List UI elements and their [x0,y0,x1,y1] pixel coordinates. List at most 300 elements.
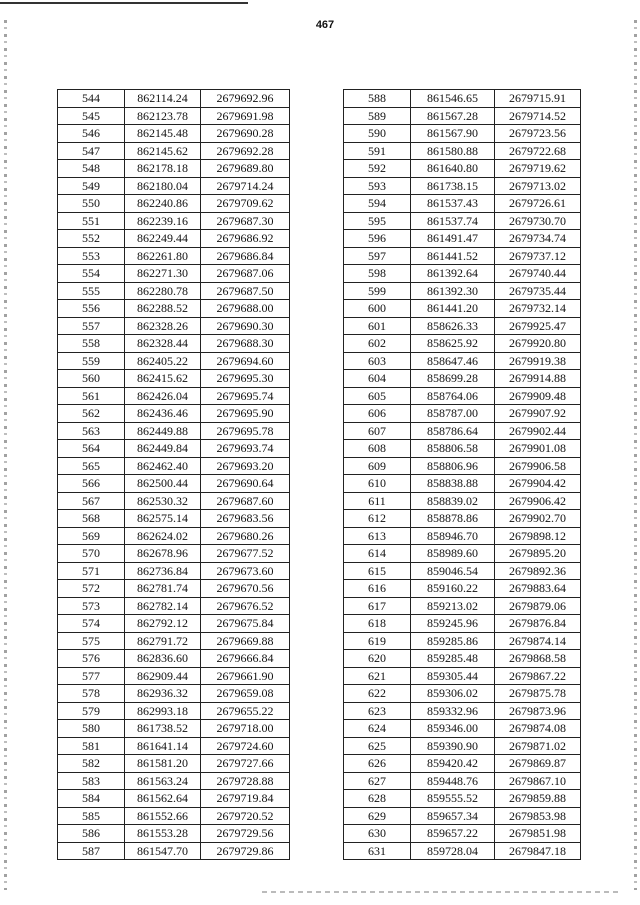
x-coordinate-cell: 861552.66 [125,807,201,825]
table-row [344,685,581,703]
table-row [58,265,290,283]
y-coordinate-cell: 2679720.52 [201,807,290,825]
point-number-cell: 591 [344,142,411,160]
table-row [344,352,581,370]
table-row [58,545,290,563]
y-coordinate-cell: 2679695.30 [201,370,290,388]
x-coordinate-cell: 862993.18 [125,702,201,720]
table-row [58,632,290,650]
x-coordinate-cell: 862449.84 [125,440,201,458]
table-row [344,230,581,248]
x-coordinate-cell: 862782.14 [125,597,201,615]
y-coordinate-cell: 2679714.52 [495,107,581,125]
point-number-cell: 619 [344,632,411,650]
point-number-cell: 618 [344,615,411,633]
x-coordinate-cell: 861738.15 [411,177,495,195]
point-number-cell: 564 [58,440,125,458]
point-number-cell: 616 [344,580,411,598]
y-coordinate-cell: 2679661.90 [201,667,290,685]
y-coordinate-cell: 2679732.14 [495,300,581,318]
point-number-cell: 566 [58,475,125,493]
table-row [58,755,290,773]
point-number-cell: 589 [344,107,411,125]
y-coordinate-cell: 2679692.96 [201,90,290,108]
y-coordinate-cell: 2679907.92 [495,405,581,423]
point-number-cell: 622 [344,685,411,703]
table-row [344,790,581,808]
x-coordinate-cell: 859160.22 [411,580,495,598]
coordinates-table-right [343,89,581,860]
point-number-cell: 592 [344,160,411,178]
y-coordinate-cell: 2679726.61 [495,195,581,213]
x-coordinate-cell: 862791.72 [125,632,201,650]
table-row [58,422,290,440]
y-coordinate-cell: 2679670.56 [201,580,290,598]
table-row [58,702,290,720]
x-coordinate-cell: 862145.62 [125,142,201,160]
scan-edge-left [4,20,7,890]
x-coordinate-cell: 859346.00 [411,720,495,738]
y-coordinate-cell: 2679895.20 [495,545,581,563]
x-coordinate-cell: 861640.80 [411,160,495,178]
table-row [58,317,290,335]
point-number-cell: 610 [344,475,411,493]
table-row [58,387,290,405]
x-coordinate-cell: 862240.86 [125,195,201,213]
table-row [344,422,581,440]
point-number-cell: 623 [344,702,411,720]
y-coordinate-cell: 2679875.78 [495,685,581,703]
y-coordinate-cell: 2679871.02 [495,737,581,755]
y-coordinate-cell: 2679690.30 [201,317,290,335]
table-row [58,440,290,458]
x-coordinate-cell: 861738.52 [125,720,201,738]
table-row [344,125,581,143]
table-row [58,282,290,300]
y-coordinate-cell: 2679690.64 [201,475,290,493]
x-coordinate-cell: 862500.44 [125,475,201,493]
point-number-cell: 605 [344,387,411,405]
x-coordinate-cell: 859332.96 [411,702,495,720]
y-coordinate-cell: 2679869.87 [495,755,581,773]
table-row [58,772,290,790]
y-coordinate-cell: 2679687.50 [201,282,290,300]
table-row [58,195,290,213]
y-coordinate-cell: 2679655.22 [201,702,290,720]
table-row [58,405,290,423]
point-number-cell: 555 [58,282,125,300]
point-number-cell: 630 [344,825,411,843]
point-number-cell: 565 [58,457,125,475]
x-coordinate-cell: 861441.52 [411,247,495,265]
x-coordinate-cell: 862405.22 [125,352,201,370]
table-row [344,370,581,388]
x-coordinate-cell: 859657.34 [411,807,495,825]
x-coordinate-cell: 858625.92 [411,335,495,353]
table-row [344,195,581,213]
y-coordinate-cell: 2679740.44 [495,265,581,283]
x-coordinate-cell: 862449.88 [125,422,201,440]
table-row [58,685,290,703]
x-coordinate-cell: 859657.22 [411,825,495,843]
table-row [58,230,290,248]
y-coordinate-cell: 2679853.98 [495,807,581,825]
table-row [344,265,581,283]
table-row [344,405,581,423]
x-coordinate-cell: 862145.48 [125,125,201,143]
point-number-cell: 585 [58,807,125,825]
coordinates-table-left [57,89,290,860]
table-row [58,597,290,615]
table-row [58,790,290,808]
table-row [344,702,581,720]
y-coordinate-cell: 2679724.60 [201,737,290,755]
x-coordinate-cell: 861392.64 [411,265,495,283]
x-coordinate-cell: 862178.18 [125,160,201,178]
table-row [58,125,290,143]
point-number-cell: 593 [344,177,411,195]
y-coordinate-cell: 2679898.12 [495,527,581,545]
page-number: 467 [315,19,335,31]
x-coordinate-cell: 862114.24 [125,90,201,108]
y-coordinate-cell: 2679906.42 [495,492,581,510]
x-coordinate-cell: 862328.44 [125,335,201,353]
table-row [58,177,290,195]
table-row [58,247,290,265]
y-coordinate-cell: 2679709.62 [201,195,290,213]
table-row [58,720,290,738]
point-number-cell: 588 [344,90,411,108]
table-row [58,825,290,843]
y-coordinate-cell: 2679868.58 [495,650,581,668]
point-number-cell: 594 [344,195,411,213]
point-number-cell: 580 [58,720,125,738]
point-number-cell: 606 [344,405,411,423]
table-row [58,492,290,510]
x-coordinate-cell: 861537.74 [411,212,495,230]
x-coordinate-cell: 859306.02 [411,685,495,703]
x-coordinate-cell: 862426.04 [125,387,201,405]
y-coordinate-cell: 2679693.20 [201,457,290,475]
y-coordinate-cell: 2679677.52 [201,545,290,563]
point-number-cell: 549 [58,177,125,195]
table-row [344,440,581,458]
x-coordinate-cell: 861491.47 [411,230,495,248]
y-coordinate-cell: 2679902.44 [495,422,581,440]
x-coordinate-cell: 859305.44 [411,667,495,685]
y-coordinate-cell: 2679873.96 [495,702,581,720]
y-coordinate-cell: 2679735.44 [495,282,581,300]
point-number-cell: 561 [58,387,125,405]
x-coordinate-cell: 862781.74 [125,580,201,598]
x-coordinate-cell: 859046.54 [411,562,495,580]
point-number-cell: 617 [344,597,411,615]
x-coordinate-cell: 862462.40 [125,457,201,475]
table-row [58,842,290,860]
table-row [58,212,290,230]
x-coordinate-cell: 858786.64 [411,422,495,440]
point-number-cell: 571 [58,562,125,580]
table-row [344,597,581,615]
y-coordinate-cell: 2679669.88 [201,632,290,650]
point-number-cell: 557 [58,317,125,335]
y-coordinate-cell: 2679687.60 [201,492,290,510]
point-number-cell: 608 [344,440,411,458]
y-coordinate-cell: 2679715.91 [495,90,581,108]
table-row [58,107,290,125]
table-row [344,825,581,843]
y-coordinate-cell: 2679693.74 [201,440,290,458]
x-coordinate-cell: 862909.44 [125,667,201,685]
x-coordinate-cell: 859420.42 [411,755,495,773]
x-coordinate-cell: 862836.60 [125,650,201,668]
y-coordinate-cell: 2679719.62 [495,160,581,178]
y-coordinate-cell: 2679719.84 [201,790,290,808]
y-coordinate-cell: 2679687.30 [201,212,290,230]
x-coordinate-cell: 862936.32 [125,685,201,703]
y-coordinate-cell: 2679737.12 [495,247,581,265]
table-row [344,212,581,230]
table-row [344,562,581,580]
table-row [58,650,290,668]
point-number-cell: 629 [344,807,411,825]
table-row [58,580,290,598]
point-number-cell: 595 [344,212,411,230]
table-row [58,527,290,545]
point-number-cell: 614 [344,545,411,563]
x-coordinate-cell: 859728.04 [411,842,495,860]
y-coordinate-cell: 2679904.42 [495,475,581,493]
point-number-cell: 572 [58,580,125,598]
point-number-cell: 607 [344,422,411,440]
x-coordinate-cell: 862180.04 [125,177,201,195]
table-row [344,615,581,633]
top-rule [0,2,248,4]
y-coordinate-cell: 2679919.38 [495,352,581,370]
point-number-cell: 563 [58,422,125,440]
y-coordinate-cell: 2679689.80 [201,160,290,178]
y-coordinate-cell: 2679686.84 [201,247,290,265]
y-coordinate-cell: 2679874.08 [495,720,581,738]
point-number-cell: 599 [344,282,411,300]
y-coordinate-cell: 2679729.86 [201,842,290,860]
x-coordinate-cell: 861546.65 [411,90,495,108]
table-row [344,807,581,825]
y-coordinate-cell: 2679730.70 [495,212,581,230]
x-coordinate-cell: 859213.02 [411,597,495,615]
point-number-cell: 578 [58,685,125,703]
x-coordinate-cell: 862575.14 [125,510,201,528]
table-row [58,90,290,108]
y-coordinate-cell: 2679879.06 [495,597,581,615]
y-coordinate-cell: 2679728.88 [201,772,290,790]
point-number-cell: 562 [58,405,125,423]
x-coordinate-cell: 858946.70 [411,527,495,545]
point-number-cell: 603 [344,352,411,370]
point-number-cell: 602 [344,335,411,353]
point-number-cell: 625 [344,737,411,755]
y-coordinate-cell: 2679690.28 [201,125,290,143]
x-coordinate-cell: 859448.76 [411,772,495,790]
x-coordinate-cell: 859285.86 [411,632,495,650]
point-number-cell: 597 [344,247,411,265]
y-coordinate-cell: 2679687.06 [201,265,290,283]
table-row [344,720,581,738]
scan-edge-bottom [262,891,622,893]
point-number-cell: 612 [344,510,411,528]
y-coordinate-cell: 2679694.60 [201,352,290,370]
point-number-cell: 598 [344,265,411,283]
x-coordinate-cell: 862123.78 [125,107,201,125]
x-coordinate-cell: 862678.96 [125,545,201,563]
x-coordinate-cell: 858787.00 [411,405,495,423]
x-coordinate-cell: 861547.70 [125,842,201,860]
point-number-cell: 609 [344,457,411,475]
table-row [344,317,581,335]
table-row [344,772,581,790]
x-coordinate-cell: 858878.86 [411,510,495,528]
table-row [58,300,290,318]
x-coordinate-cell: 861553.28 [125,825,201,843]
point-number-cell: 582 [58,755,125,773]
point-number-cell: 628 [344,790,411,808]
y-coordinate-cell: 2679691.98 [201,107,290,125]
x-coordinate-cell: 861441.20 [411,300,495,318]
table-row [58,667,290,685]
y-coordinate-cell: 2679892.36 [495,562,581,580]
y-coordinate-cell: 2679688.00 [201,300,290,318]
x-coordinate-cell: 861562.64 [125,790,201,808]
point-number-cell: 621 [344,667,411,685]
table-row [58,160,290,178]
y-coordinate-cell: 2679851.98 [495,825,581,843]
point-number-cell: 574 [58,615,125,633]
x-coordinate-cell: 859555.52 [411,790,495,808]
y-coordinate-cell: 2679874.14 [495,632,581,650]
y-coordinate-cell: 2679876.84 [495,615,581,633]
point-number-cell: 548 [58,160,125,178]
y-coordinate-cell: 2679714.24 [201,177,290,195]
y-coordinate-cell: 2679723.56 [495,125,581,143]
x-coordinate-cell: 861581.20 [125,755,201,773]
x-coordinate-cell: 858989.60 [411,545,495,563]
x-coordinate-cell: 862436.46 [125,405,201,423]
table-row [58,142,290,160]
point-number-cell: 550 [58,195,125,213]
point-number-cell: 581 [58,737,125,755]
y-coordinate-cell: 2679729.56 [201,825,290,843]
x-coordinate-cell: 858626.33 [411,317,495,335]
table-row [344,457,581,475]
point-number-cell: 545 [58,107,125,125]
point-number-cell: 611 [344,492,411,510]
x-coordinate-cell: 858764.06 [411,387,495,405]
table-row [344,632,581,650]
x-coordinate-cell: 862261.80 [125,247,201,265]
point-number-cell: 551 [58,212,125,230]
y-coordinate-cell: 2679847.18 [495,842,581,860]
table-row [344,580,581,598]
point-number-cell: 552 [58,230,125,248]
x-coordinate-cell: 859285.48 [411,650,495,668]
table-row [58,475,290,493]
table-row [344,335,581,353]
y-coordinate-cell: 2679666.84 [201,650,290,668]
point-number-cell: 596 [344,230,411,248]
x-coordinate-cell: 861537.43 [411,195,495,213]
table-row [344,527,581,545]
point-number-cell: 573 [58,597,125,615]
x-coordinate-cell: 862415.62 [125,370,201,388]
point-number-cell: 547 [58,142,125,160]
table-row [344,545,581,563]
table-row [58,352,290,370]
table-row [58,807,290,825]
x-coordinate-cell: 862280.78 [125,282,201,300]
table-row [344,300,581,318]
x-coordinate-cell: 862328.26 [125,317,201,335]
x-coordinate-cell: 861563.24 [125,772,201,790]
y-coordinate-cell: 2679883.64 [495,580,581,598]
table-row [344,475,581,493]
table-row [58,457,290,475]
x-coordinate-cell: 858806.96 [411,457,495,475]
table-row [58,335,290,353]
table-row [344,667,581,685]
point-number-cell: 569 [58,527,125,545]
x-coordinate-cell: 862792.12 [125,615,201,633]
point-number-cell: 554 [58,265,125,283]
y-coordinate-cell: 2679722.68 [495,142,581,160]
y-coordinate-cell: 2679675.84 [201,615,290,633]
x-coordinate-cell: 858647.46 [411,352,495,370]
y-coordinate-cell: 2679695.74 [201,387,290,405]
point-number-cell: 558 [58,335,125,353]
point-number-cell: 615 [344,562,411,580]
y-coordinate-cell: 2679680.26 [201,527,290,545]
point-number-cell: 576 [58,650,125,668]
point-number-cell: 559 [58,352,125,370]
y-coordinate-cell: 2679713.02 [495,177,581,195]
point-number-cell: 631 [344,842,411,860]
point-number-cell: 570 [58,545,125,563]
x-coordinate-cell: 859390.90 [411,737,495,755]
x-coordinate-cell: 858838.88 [411,475,495,493]
point-number-cell: 544 [58,90,125,108]
point-number-cell: 586 [58,825,125,843]
point-number-cell: 583 [58,772,125,790]
x-coordinate-cell: 862288.52 [125,300,201,318]
x-coordinate-cell: 859245.96 [411,615,495,633]
table-row [58,615,290,633]
scan-edge-right [634,20,637,890]
point-number-cell: 575 [58,632,125,650]
y-coordinate-cell: 2679683.56 [201,510,290,528]
x-coordinate-cell: 861567.28 [411,107,495,125]
y-coordinate-cell: 2679692.28 [201,142,290,160]
point-number-cell: 553 [58,247,125,265]
y-coordinate-cell: 2679914.88 [495,370,581,388]
point-number-cell: 556 [58,300,125,318]
table-row [344,737,581,755]
table-row [58,562,290,580]
x-coordinate-cell: 858806.58 [411,440,495,458]
x-coordinate-cell: 862249.44 [125,230,201,248]
x-coordinate-cell: 861641.14 [125,737,201,755]
point-number-cell: 620 [344,650,411,668]
table-row [344,842,581,860]
table-row [344,650,581,668]
